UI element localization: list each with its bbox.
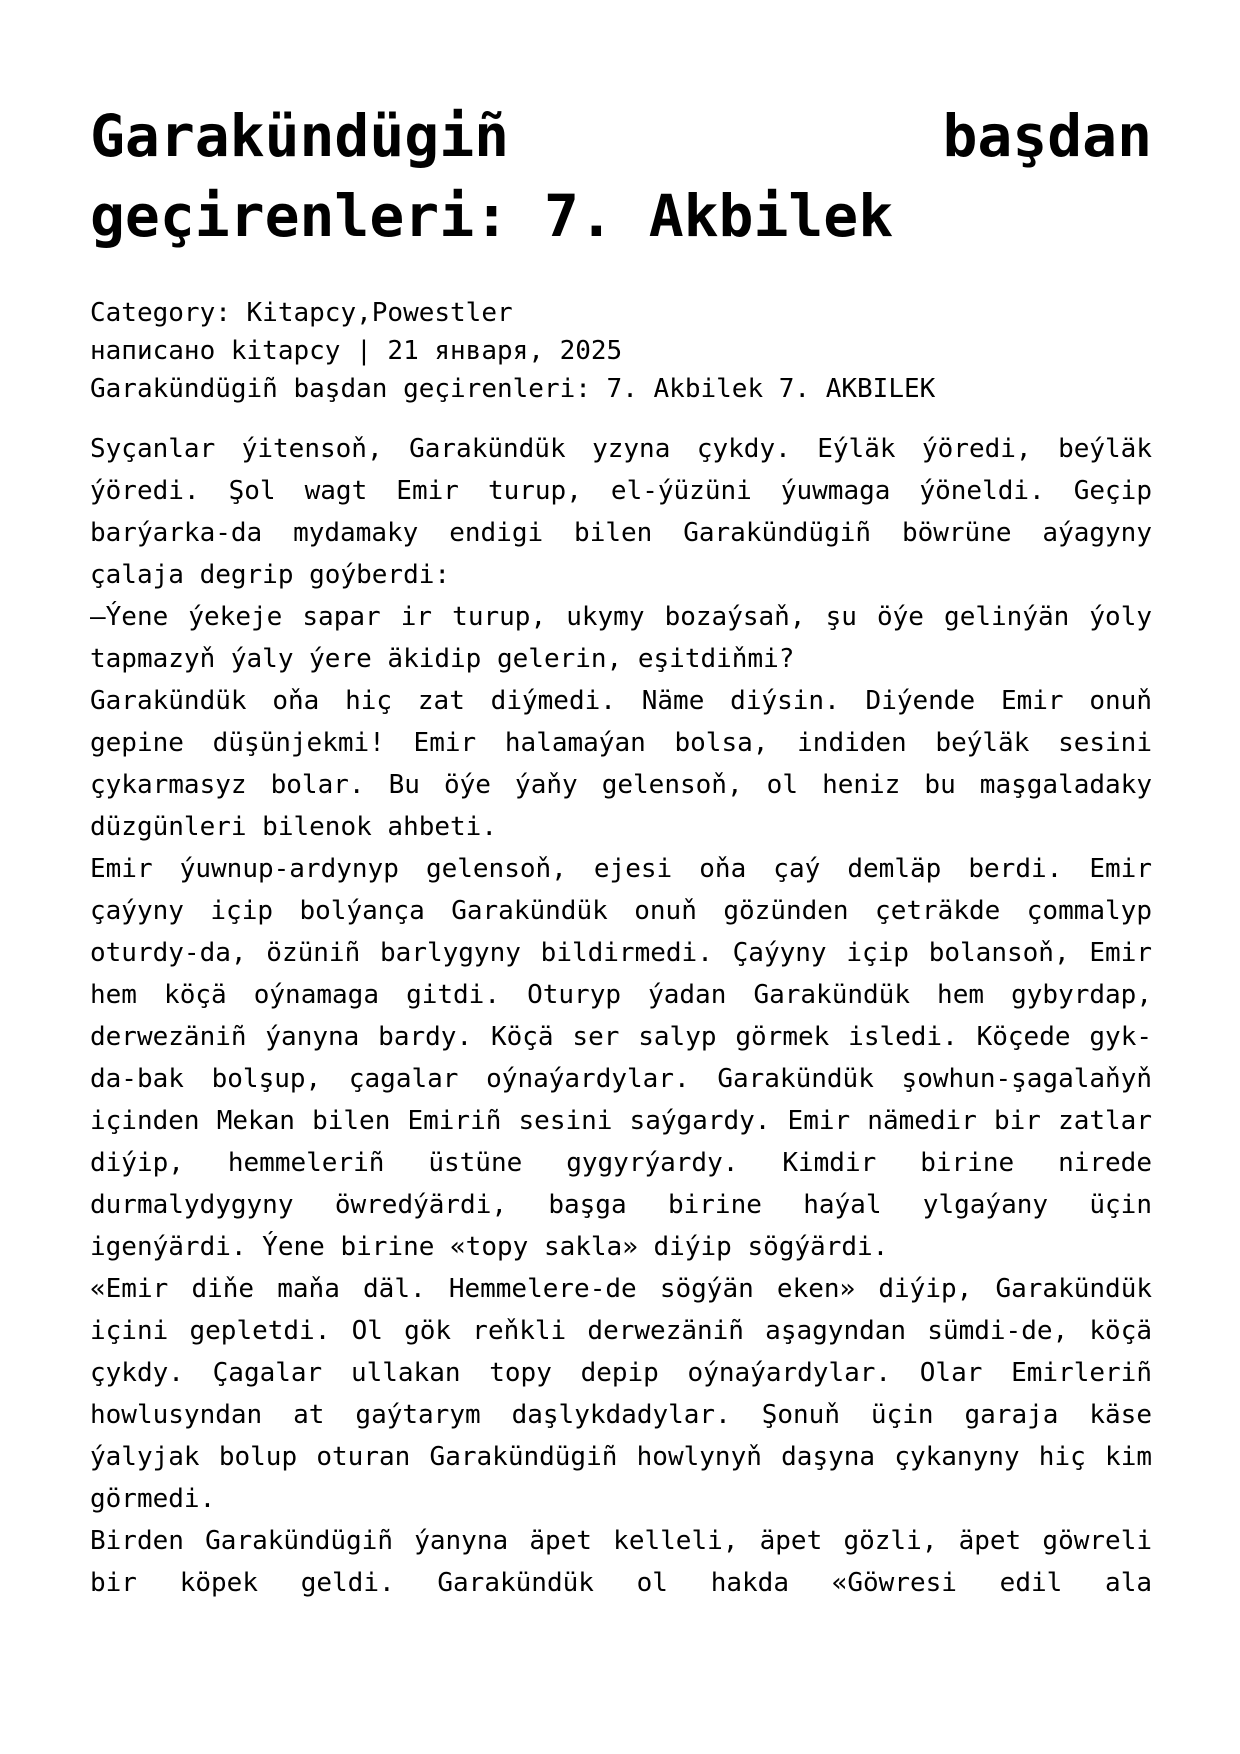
article-title: Garakündügiñ başdan geçirenleri: 7. Akbilek [90, 102, 1152, 250]
paragraph: Garakündük oňa hiç zat diýmedi. Näme diýsin. Diýende Emir onuň gepine düşünjekmi! Emir halamaýan bolsa, indiden beýläk sesini çykarmasyz bolar. Bu öýe ýaňy gelensoň, ol heniz bu maşgaladaky düzgünleri bilenok ahbeti. [90, 686, 1152, 842]
byline: написано kitapcy | 21 января, 2025 [90, 336, 623, 366]
paragraph: —Ýene ýekeje sapar ir turup, ukymy bozaýsaň, şu öýe gelinýän ýoly tapmazyň ýaly ýere äkidip gelerin, eşitdiňmi? [90, 602, 1152, 674]
article-meta [90, 294, 1152, 408]
paragraph: Birden Garakündügiñ ýanyna äpet kelleli, äpet gözli, äpet göwreli bir köpek geldi. Garakündük ol hakda «Göwresi edil ala [90, 1526, 1152, 1598]
category-line: Category: Kitapcy,Powestler [90, 298, 513, 328]
article-body [90, 428, 1152, 1604]
document-page [90, 96, 1152, 1604]
paragraph: «Emir diňe maňa däl. Hemmelere-de sögýän eken» diýip, Garakündük içini gepletdi. Ol gök reňkli derwezäniñ aşagyndan sümdi-de, köçä çykdy. Çagalar ullakan topy depip oýnaýardylar. Olar Emirleriñ howlusyndan at gaýtarym daşlykdadylar. Şonuň üçin garaja käse ýalyjak bolup oturan Garakündügiñ howlynyň daşyna çykanyny hiç kim görmedi. [90, 1274, 1152, 1514]
paragraph: Syçanlar ýitensoň, Garakündük yzyna çykdy. Eýläk ýöredi, beýläk ýöredi. Şol wagt Emir turup, el-ýüzüni ýuwmaga ýöneldi. Geçip barýarka-da mydamaky endigi bilen Garakündügiñ böwrüne aýagyny çalaja degrip goýberdi: [90, 434, 1152, 590]
subtitle-line: Garakündügiñ başdan geçirenleri: 7. Akbilek 7. AKBILEK [90, 374, 936, 404]
paragraph: Emir ýuwnup-ardynyp gelensoň, ejesi oňa çaý demläp berdi. Emir çaýyny içip bolýança Garakündük onuň gözünden çeträkde çommalyp oturdy-da, özüniñ barlygyny bildirmedi. Çaýyny içip bolansoň, Emir hem köçä oýnamaga gitdi. Oturyp ýadan Garakündük hem gybyrdap, derwezäniñ ýanyna bardy. Köçä ser salyp görmek isledi. Köçede gyk-da-bak bolşup, çagalar oýnaýardylar. Garakündük şowhun-şagalaňyň içinden Mekan bilen Emiriñ sesini saýgardy. Emir nämedir bir zatlar diýip, hemmeleriñ üstüne gygyrýardy. Kimdir birine nirede durmalydygyny öwredýärdi, başga birine haýal ylgaýany üçin igenýärdi. Ýene birine «topy sakla» diýip sögýärdi. [90, 854, 1152, 1262]
